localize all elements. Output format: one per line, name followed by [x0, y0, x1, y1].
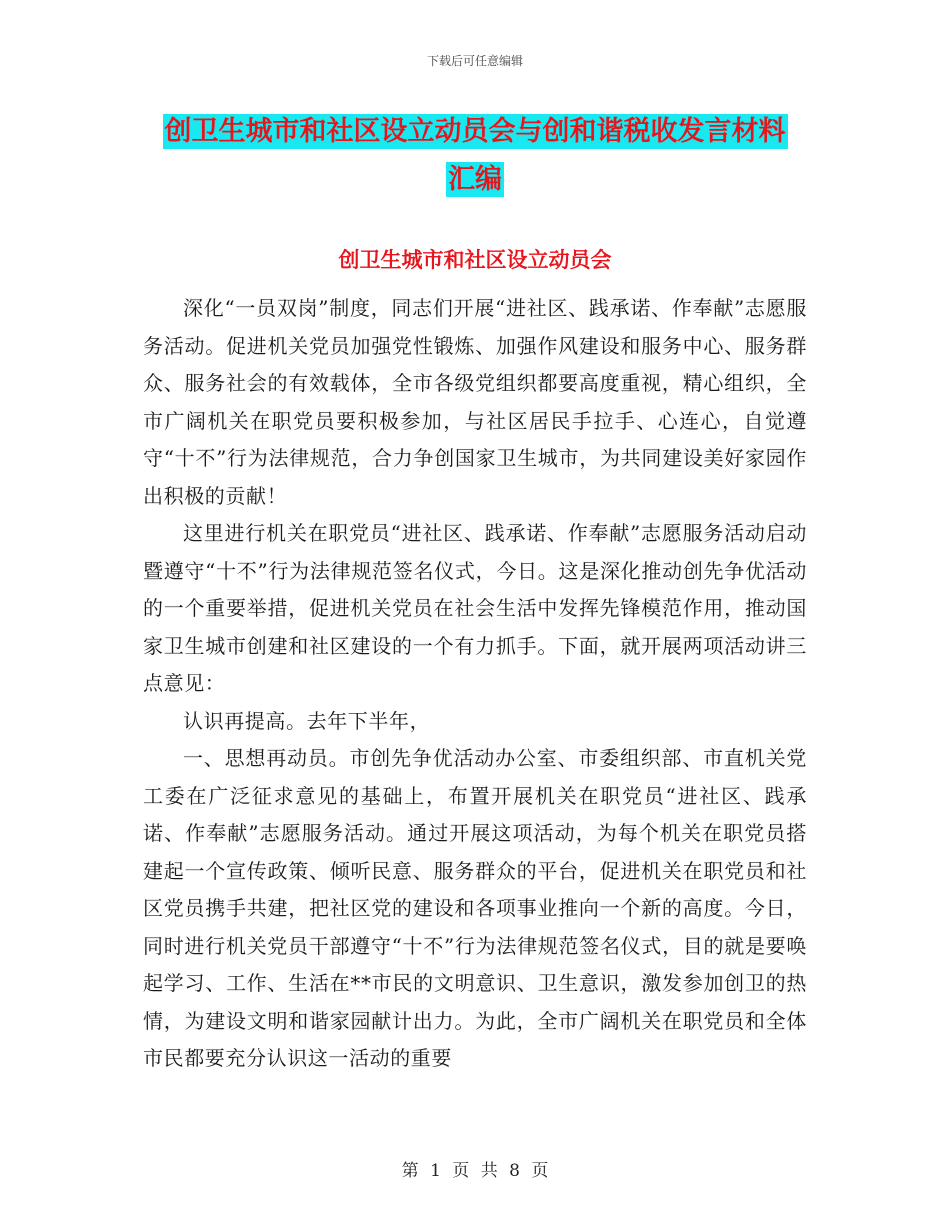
document-title — [0, 108, 950, 204]
paragraph: 这里进行机关在职党员“进社区、践承诺、作奉献”志愿服务活动启动暨遵守“十不”行为法律规范签名仪式，今日。这是深化推动创先争优活动的一个重要举措，促进机关党员在社会生活中发挥先锋模范作用，推动国家卫生城市创建和社区建设的一个有力抓手。下面，就开展两项活动讲三点意见： — [143, 521, 807, 695]
document-body — [143, 290, 807, 1078]
paragraph: 认识再提高。去年下半年， — [183, 708, 431, 733]
page-number-footer: 第 1 页 共 8 页 — [401, 1161, 549, 1181]
section-title: 创卫生城市和社区设立动员会 — [338, 247, 612, 272]
document-title-line2: 汇编 — [448, 164, 502, 195]
document-title-line1: 创卫生城市和社区设立动员会与创和谐税收发言材料 — [164, 116, 786, 147]
paragraph: 一、思想再动员。市创先争优活动办公室、市委组织部、市直机关党工委在广泛征求意见的基础上，布置开展机关在职党员“进社区、践承诺、作奉献”志愿服务活动。通过开展这项活动，为每个机关在职党员搭建起一个宣传政策、倾听民意、服务群众的平台，促进机关在职党员和社区党员携手共建，把社区党的建设和各项事业推向一个新的高度。今日，同时进行机关党员干部遵守“十不”行为法律规范签名仪式，目的就是要唤起学习、工作、生活在**市民的文明意识、卫生意识，激发参加创卫的热情，为建设文明和谐家园献计出力。为此，全市广阔机关在职党员和全体市民都要充分认识这一活动的重要 — [143, 746, 807, 1070]
page-header-note: 下载后可任意编辑 — [426, 54, 523, 68]
paragraph: 深化“一员双岗”制度，同志们开展“进社区、践承诺、作奉献”志愿服务活动。促进机关党员加强党性锻炼、加强作风建设和服务中心、服务群众、服务社会的有效载体，全市各级党组织都要高度重视，精心组织，全市广阔机关在职党员要积极参加，与社区居民手拉手、心连心，自觉遵守“十不”行为法律规范，合力争创国家卫生城市，为共同建设美好家园作出积极的贡献！ — [143, 296, 807, 508]
